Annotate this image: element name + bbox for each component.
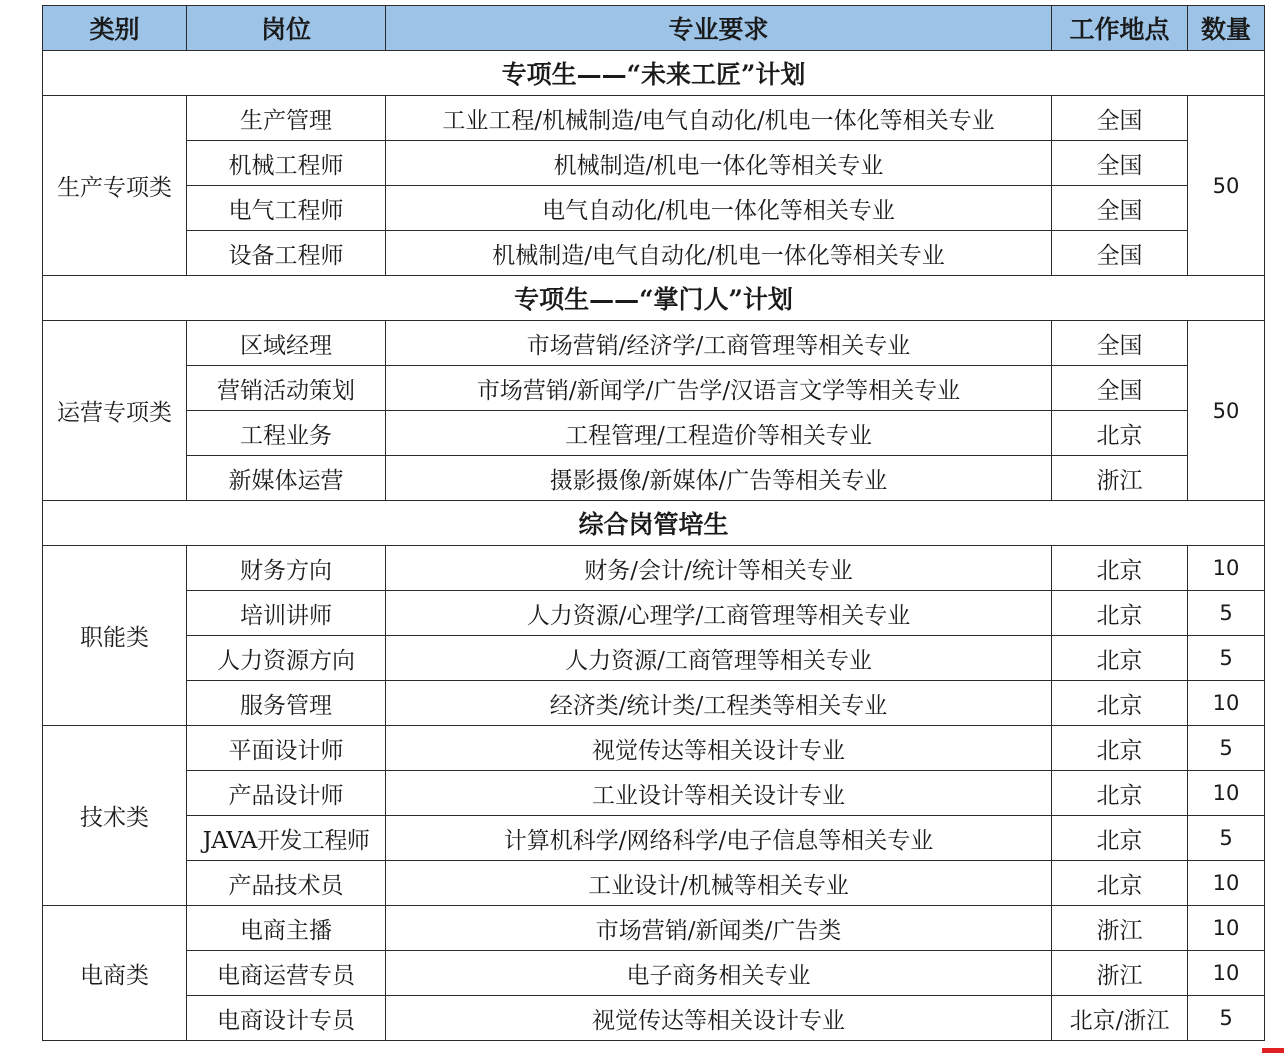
red-corner-mark xyxy=(1262,1048,1284,1053)
major-cell: 摄影摄像/新媒体/广告等相关专业 xyxy=(386,456,1052,501)
category-cell: 技术类 xyxy=(43,726,187,906)
post-cell: 营销活动策划 xyxy=(187,366,386,411)
major-cell: 工业设计/机械等相关专业 xyxy=(386,861,1052,906)
count-cell: 5 xyxy=(1188,996,1265,1041)
header-category: 类别 xyxy=(43,6,187,51)
location-cell: 北京 xyxy=(1052,726,1188,771)
major-cell: 视觉传达等相关设计专业 xyxy=(386,726,1052,771)
section-title: 专项生——“未来工匠”计划 xyxy=(43,51,1265,96)
table-row xyxy=(43,636,1265,681)
major-cell: 电气自动化/机电一体化等相关专业 xyxy=(386,186,1052,231)
location-cell: 浙江 xyxy=(1052,951,1188,996)
post-cell: 区域经理 xyxy=(187,321,386,366)
header-post: 岗位 xyxy=(187,6,386,51)
count-cell: 10 xyxy=(1188,906,1265,951)
category-cell: 职能类 xyxy=(43,546,187,726)
location-cell: 全国 xyxy=(1052,186,1188,231)
location-cell: 北京 xyxy=(1052,411,1188,456)
major-cell: 电子商务相关专业 xyxy=(386,951,1052,996)
category-cell: 电商类 xyxy=(43,906,187,1041)
major-cell: 人力资源/工商管理等相关专业 xyxy=(386,636,1052,681)
header-major: 专业要求 xyxy=(386,6,1052,51)
post-cell: 产品设计师 xyxy=(187,771,386,816)
table-row xyxy=(43,231,1265,276)
table-row xyxy=(43,681,1265,726)
header-row xyxy=(43,6,1265,51)
header-location: 工作地点 xyxy=(1052,6,1188,51)
table-row xyxy=(43,726,1265,771)
post-cell: 人力资源方向 xyxy=(187,636,386,681)
location-cell: 北京/浙江 xyxy=(1052,996,1188,1041)
post-cell: 工程业务 xyxy=(187,411,386,456)
table-row xyxy=(43,771,1265,816)
count-cell: 5 xyxy=(1188,636,1265,681)
post-cell: 财务方向 xyxy=(187,546,386,591)
major-cell: 机械制造/机电一体化等相关专业 xyxy=(386,141,1052,186)
count-cell: 10 xyxy=(1188,771,1265,816)
major-cell: 市场营销/经济学/工商管理等相关专业 xyxy=(386,321,1052,366)
post-cell: 电气工程师 xyxy=(187,186,386,231)
location-cell: 浙江 xyxy=(1052,456,1188,501)
table-row xyxy=(43,456,1265,501)
section-title: 综合岗管培生 xyxy=(43,501,1265,546)
post-cell: 机械工程师 xyxy=(187,141,386,186)
location-cell: 全国 xyxy=(1052,231,1188,276)
post-cell: 服务管理 xyxy=(187,681,386,726)
major-cell: 市场营销/新闻类/广告类 xyxy=(386,906,1052,951)
post-cell: 产品技术员 xyxy=(187,861,386,906)
major-cell: 机械制造/电气自动化/机电一体化等相关专业 xyxy=(386,231,1052,276)
major-cell: 计算机科学/网络科学/电子信息等相关专业 xyxy=(386,816,1052,861)
post-cell: 生产管理 xyxy=(187,96,386,141)
location-cell: 北京 xyxy=(1052,636,1188,681)
location-cell: 全国 xyxy=(1052,141,1188,186)
section-row xyxy=(43,51,1265,96)
count-cell: 10 xyxy=(1188,546,1265,591)
section-row xyxy=(43,501,1265,546)
location-cell: 全国 xyxy=(1052,366,1188,411)
count-cell: 10 xyxy=(1188,681,1265,726)
count-cell: 5 xyxy=(1188,591,1265,636)
major-cell: 财务/会计/统计等相关专业 xyxy=(386,546,1052,591)
count-cell: 50 xyxy=(1188,321,1265,501)
post-cell: 新媒体运营 xyxy=(187,456,386,501)
count-cell: 50 xyxy=(1188,96,1265,276)
table-row xyxy=(43,321,1265,366)
post-cell: 电商运营专员 xyxy=(187,951,386,996)
count-cell: 10 xyxy=(1188,951,1265,996)
table-row xyxy=(43,186,1265,231)
post-cell: 培训讲师 xyxy=(187,591,386,636)
major-cell: 视觉传达等相关设计专业 xyxy=(386,996,1052,1041)
section-title: 专项生——“掌门人”计划 xyxy=(43,276,1265,321)
location-cell: 北京 xyxy=(1052,861,1188,906)
table-row xyxy=(43,906,1265,951)
post-cell: 平面设计师 xyxy=(187,726,386,771)
post-cell: 电商设计专员 xyxy=(187,996,386,1041)
location-cell: 全国 xyxy=(1052,96,1188,141)
count-cell: 5 xyxy=(1188,726,1265,771)
major-cell: 经济类/统计类/工程类等相关专业 xyxy=(386,681,1052,726)
major-cell: 工程管理/工程造价等相关专业 xyxy=(386,411,1052,456)
location-cell: 全国 xyxy=(1052,321,1188,366)
major-cell: 工业设计等相关设计专业 xyxy=(386,771,1052,816)
table-row xyxy=(43,591,1265,636)
location-cell: 浙江 xyxy=(1052,906,1188,951)
table-row xyxy=(43,996,1265,1041)
location-cell: 北京 xyxy=(1052,816,1188,861)
location-cell: 北京 xyxy=(1052,771,1188,816)
table-row xyxy=(43,366,1265,411)
post-cell: 设备工程师 xyxy=(187,231,386,276)
post-cell: JAVA开发工程师 xyxy=(187,816,386,861)
count-cell: 10 xyxy=(1188,861,1265,906)
category-cell: 运营专项类 xyxy=(43,321,187,501)
count-cell: 5 xyxy=(1188,816,1265,861)
major-cell: 工业工程/机械制造/电气自动化/机电一体化等相关专业 xyxy=(386,96,1052,141)
post-cell: 电商主播 xyxy=(187,906,386,951)
location-cell: 北京 xyxy=(1052,681,1188,726)
header-count: 数量 xyxy=(1188,6,1265,51)
recruitment-table xyxy=(42,5,1265,1041)
major-cell: 人力资源/心理学/工商管理等相关专业 xyxy=(386,591,1052,636)
table-row xyxy=(43,411,1265,456)
location-cell: 北京 xyxy=(1052,546,1188,591)
table-row xyxy=(43,141,1265,186)
table-row xyxy=(43,96,1265,141)
location-cell: 北京 xyxy=(1052,591,1188,636)
table-row xyxy=(43,861,1265,906)
table-row xyxy=(43,546,1265,591)
table-row xyxy=(43,816,1265,861)
category-cell: 生产专项类 xyxy=(43,96,187,276)
major-cell: 市场营销/新闻学/广告学/汉语言文学等相关专业 xyxy=(386,366,1052,411)
table-row xyxy=(43,951,1265,996)
section-row xyxy=(43,276,1265,321)
